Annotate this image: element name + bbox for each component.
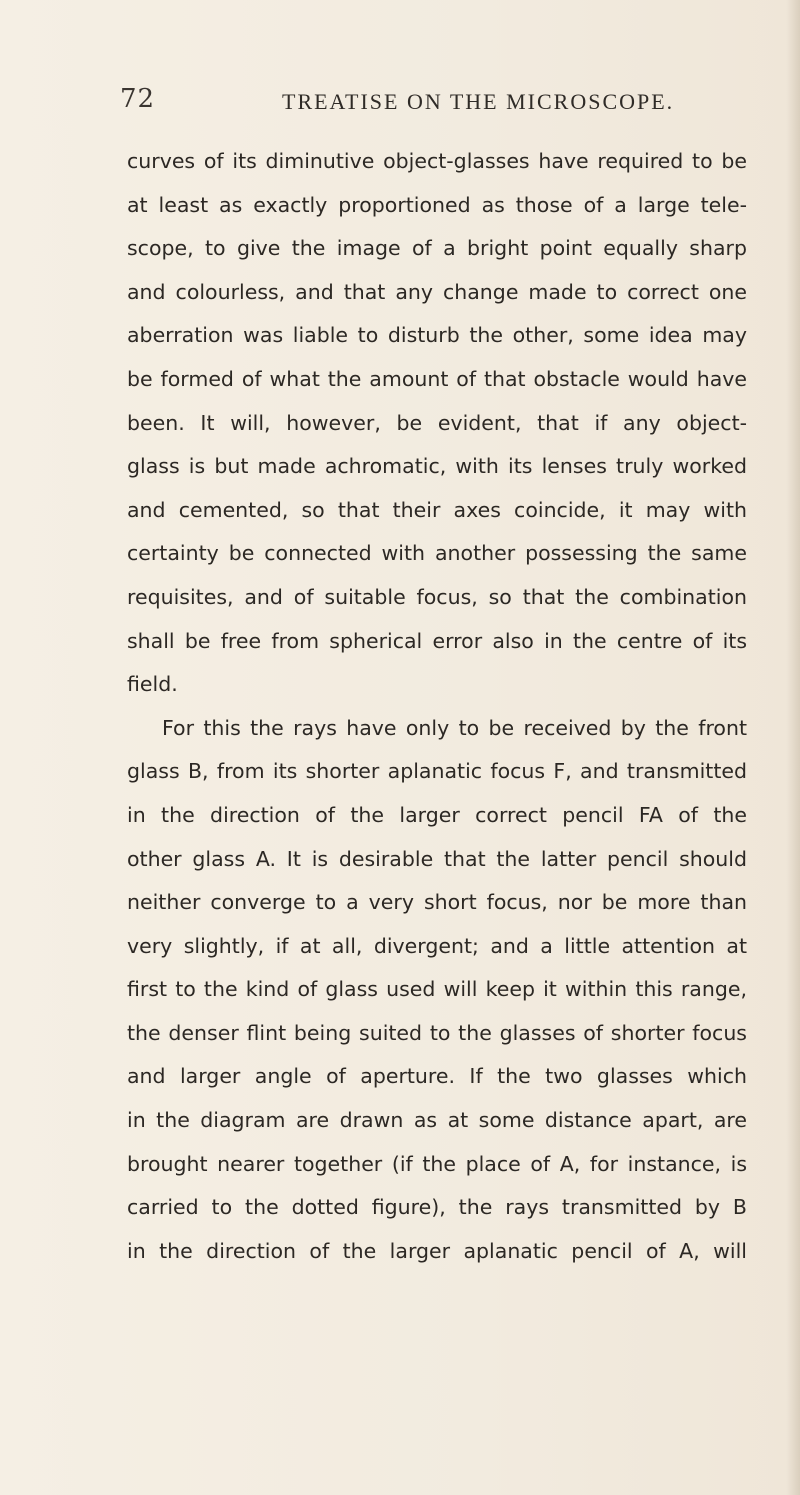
- text-line: be formed of what the amount of that obstacle would have: [127, 366, 747, 391]
- text-line: glass is but made achromatic, with its lenses truly worked: [127, 454, 747, 479]
- text-line: certainty be connected with another possessing the same: [127, 541, 747, 566]
- text-line: other glass A. It is desirable that the latter pencil should: [127, 846, 747, 871]
- text-line: neither converge to a very short focus, nor be more than: [127, 890, 747, 915]
- running-head: TREATISE ON THE MICROSCOPE.: [282, 89, 675, 114]
- text-line: very slightly, if at all, divergent; and a little attention at: [127, 933, 747, 958]
- text-line: aberration was liable to disturb the other, some idea may: [127, 323, 747, 348]
- text-line: the denser flint being suited to the glasses of shorter focus: [127, 1020, 747, 1045]
- text-line: curves of its diminutive object-glasses have required to be: [127, 149, 747, 173]
- text-line: at least as exactly proportioned as those of a large tele-: [127, 192, 747, 217]
- text-line: in the direction of the larger correct pencil FA of the: [127, 802, 747, 827]
- text-line: been. It will, however, be evident, that if any object-: [127, 410, 747, 435]
- text-line: carried to the dotted figure), the rays transmitted by B: [127, 1195, 747, 1220]
- text-line: glass B, from its shorter aplanatic focus F, and transmitted: [127, 759, 747, 784]
- text-line: in the direction of the larger aplanatic pencil of A, will: [127, 1238, 747, 1263]
- text-line: brought nearer together (if the place of A, for instance, is: [127, 1151, 747, 1176]
- text-line: requisites, and of suitable focus, so that the combination: [127, 584, 747, 609]
- text-line: field.: [127, 672, 178, 697]
- paragraph-start-line: For this the rays have only to be received by the front: [162, 715, 747, 740]
- text-line: and larger angle of aperture. If the two glasses which: [127, 1064, 747, 1089]
- text-line: shall be free from spherical error also in the centre of its: [127, 628, 747, 653]
- text-line: first to the kind of glass used will keep it within this range,: [127, 977, 747, 1002]
- text-line: scope, to give the image of a bright point equally sharp: [127, 236, 747, 261]
- page-header: [0, 84, 800, 124]
- text-line: and cemented, so that their axes coincide, it may with: [127, 497, 747, 522]
- text-line: and colourless, and that any change made to correct one: [127, 279, 747, 304]
- body-text: [127, 140, 747, 1273]
- page-number: 72: [120, 84, 156, 114]
- page-edge-shadow: [786, 0, 800, 1495]
- text-line: in the diagram are drawn as at some distance apart, are: [127, 1108, 747, 1133]
